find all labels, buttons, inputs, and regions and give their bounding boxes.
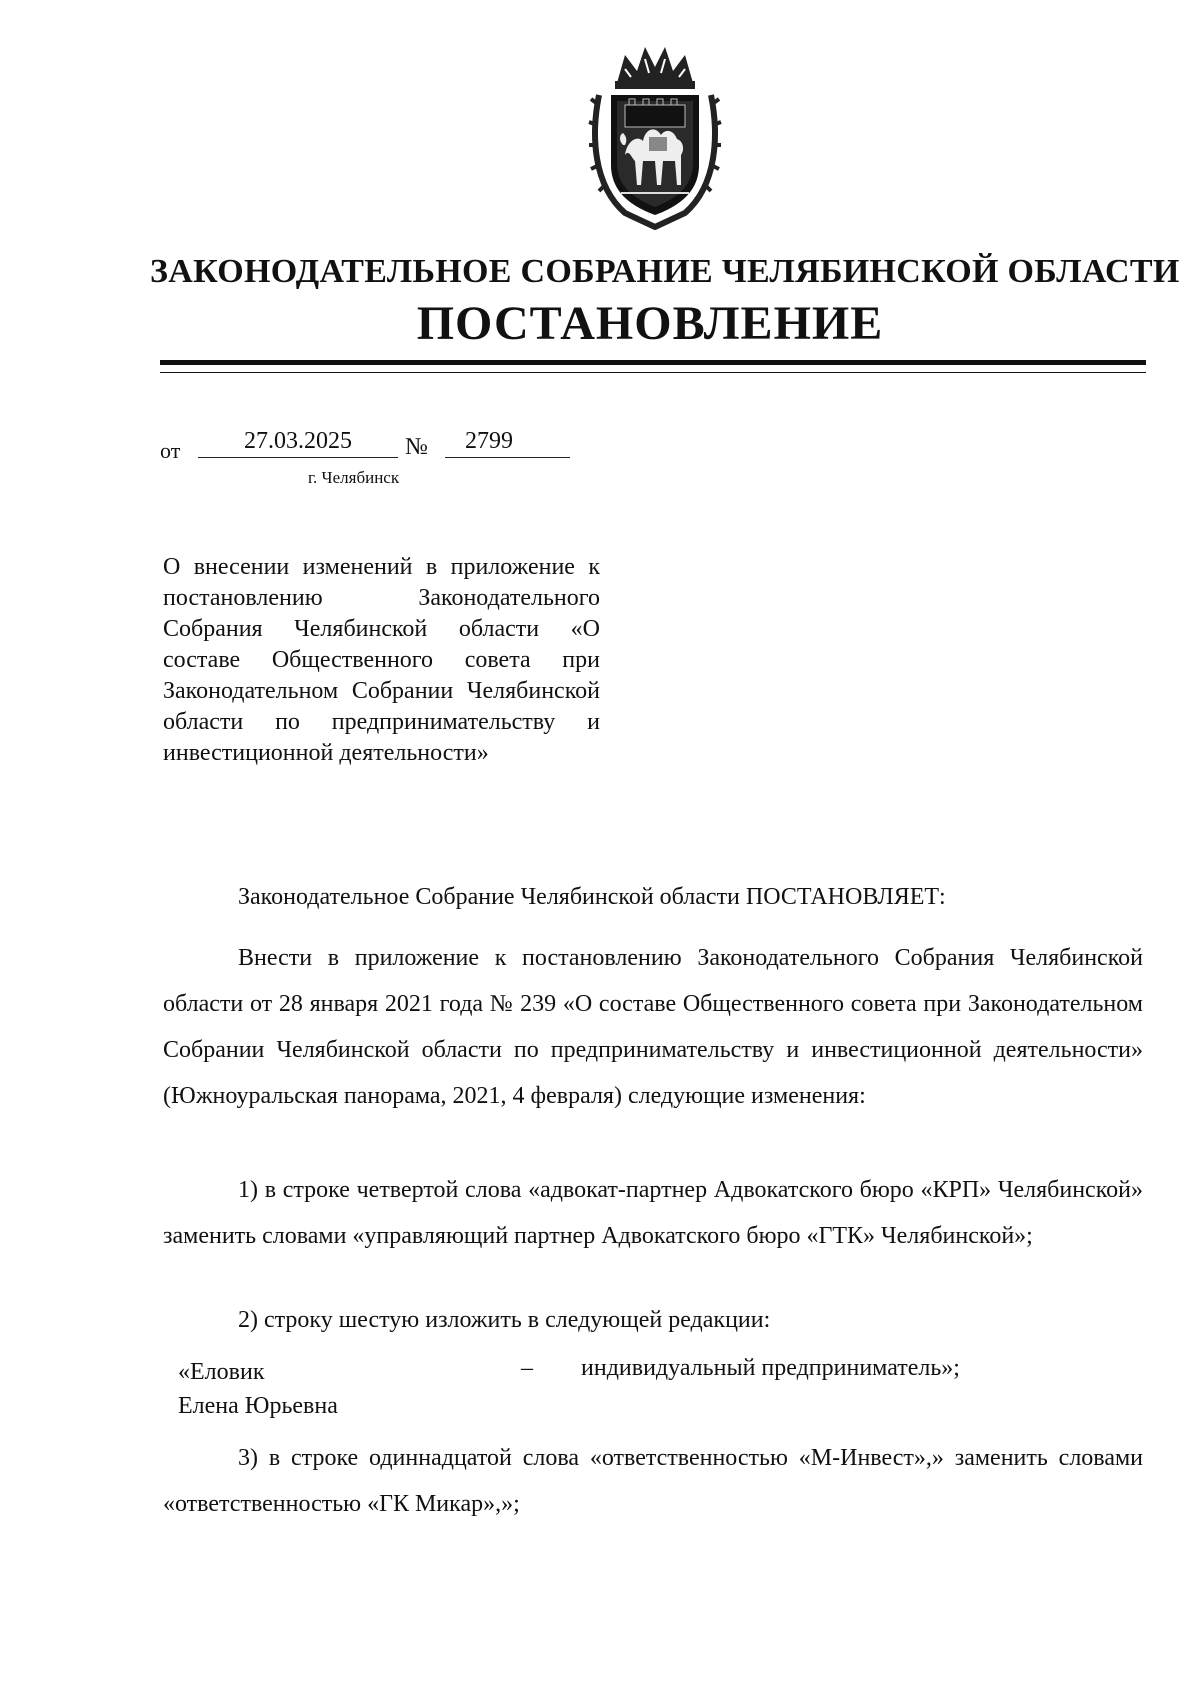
header-rule-thick bbox=[160, 360, 1146, 365]
document-subject: О внесении изменений в приложение к постановлению Законодательного Собрания Челябинской области «О составе Общественного совета при Законодательном Собрании Челябинской области по предпринимательству и инвестиционной деятельности» bbox=[163, 554, 600, 766]
item-3-paragraph: 3) в строке одиннадцатой слова «ответственностью «М-Инвест»,» заменить словами «ответственностью «ГК Микар»,»; bbox=[163, 1445, 1143, 1517]
document-city: г. Челябинск bbox=[308, 468, 400, 487]
date-prefix: от bbox=[160, 438, 181, 463]
document-number: 2799 bbox=[445, 428, 570, 458]
item-1-paragraph: 1) в строке четвертой слова «адвокат-партнер Адвокатского бюро «КРП» Челябинской» заменить словами «управляющий партнер Адвокатского бюро «ГТК» Челябинской»; bbox=[163, 1177, 1143, 1249]
member-given-names: Елена Юрьевна bbox=[178, 1393, 338, 1419]
item-2-paragraph: 2) строку шестую изложить в следующей редакции: bbox=[238, 1307, 771, 1333]
member-surname: «Еловик bbox=[178, 1359, 265, 1385]
document-date: 27.03.2025 bbox=[198, 428, 398, 458]
main-paragraph: Внести в приложение к постановлению Законодательного Собрания Челябинской области от 28 января 2021 года № 239 «О составе Общественного совета при Законодательном Собрании Челябинской области по предпринимательству и инвестиционной деятельности» (Южноуральская панорама, 2021, 4 февраля) следующие изменения: bbox=[163, 945, 1143, 1109]
resolves-paragraph: Законодательное Собрание Челябинской области ПОСТАНОВЛЯЕТ: bbox=[238, 884, 946, 910]
organization-title: ЗАКОНОДАТЕЛЬНОЕ СОБРАНИЕ ЧЕЛЯБИНСКОЙ ОБЛАСТИ bbox=[150, 253, 1180, 290]
number-sign: № bbox=[405, 434, 428, 460]
coat-of-arms-icon bbox=[585, 45, 725, 230]
header-rule-thin bbox=[160, 372, 1146, 373]
member-name bbox=[178, 1355, 338, 1423]
document-type-heading: ПОСТАНОВЛЕНИЕ bbox=[416, 297, 884, 350]
entry-dash: – bbox=[521, 1355, 533, 1381]
member-entry bbox=[178, 1355, 1138, 1425]
member-role: индивидуальный предприниматель»; bbox=[581, 1355, 960, 1381]
